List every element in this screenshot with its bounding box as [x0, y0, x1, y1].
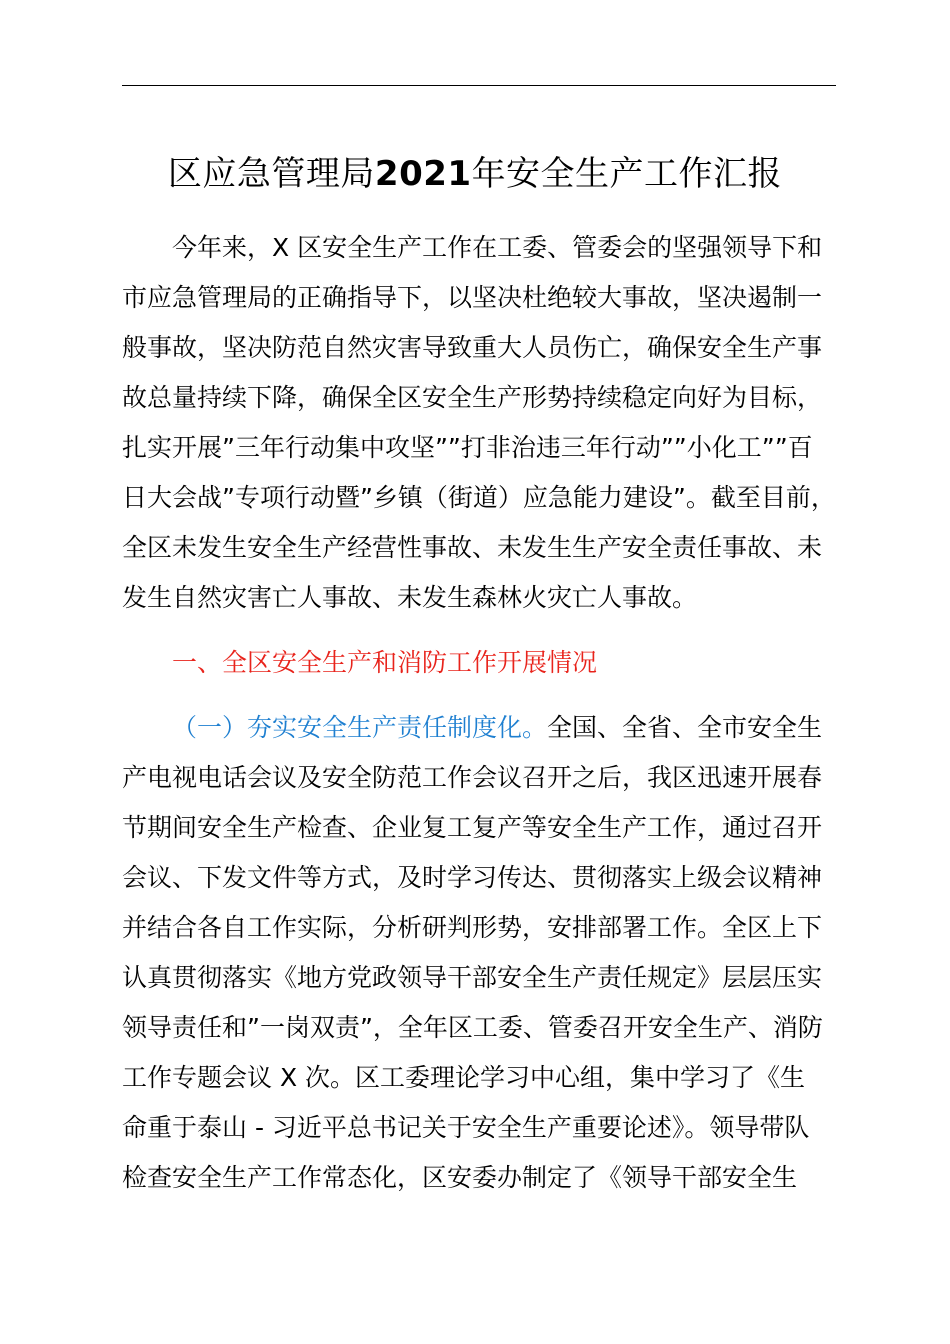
intro-line: 般事故，坚决防范自然灾害导致重大人员伤亡，确保安全生产事	[122, 333, 823, 362]
intro-line: 市应急管理局的正确指导下，以坚决杜绝较大事故，坚决遏制一	[122, 283, 823, 312]
intro-line: 发生自然灾害亡人事故、未发生森林火灾亡人事故。	[122, 583, 698, 612]
intro-line: 今年来，X 区安全生产工作在工委、管委会的坚强领导下和	[172, 233, 823, 262]
body-line: 会议、下发文件等方式，及时学习传达、贯彻落实上级会议精神	[122, 863, 823, 892]
body-line: 并结合各自工作实际，分析研判形势，安排部署工作。全区上下	[122, 913, 823, 942]
subsection-first-line-text: 全国、全省、全市安全生	[547, 713, 823, 742]
body-line: 产电视电话会议及安全防范工作会议召开之后，我区迅速开展春	[122, 763, 823, 792]
title-suffix: 年安全生产工作汇报	[471, 154, 783, 194]
body-line: 命重于泰山 - 习近平总书记关于安全生产重要论述》。领导带队	[122, 1113, 810, 1142]
body-line: 领导责任和”一岗双责”，全年区工委、管委召开安全生产、消防	[122, 1013, 823, 1042]
subsection-first-line	[172, 703, 822, 753]
body-line: 检查安全生产工作常态化，区安委办制定了《领导干部安全生	[122, 1163, 798, 1192]
intro-line: 故总量持续下降，确保全区安全生产形势持续稳定向好为目标，	[122, 383, 823, 412]
intro-line: 全区未发生安全生产经营性事故、未发生生产安全责任事故、未	[122, 533, 823, 562]
body-line: 节期间安全生产检查、企业复工复产等安全生产工作，通过召开	[122, 813, 823, 842]
subsection-heading: （一）夯实安全生产责任制度化。	[172, 713, 548, 742]
body-line: 工作专题会议 X 次。区工委理论学习中心组，集中学习了《生	[122, 1063, 806, 1092]
title-prefix: 区应急管理局	[167, 154, 375, 194]
header-rule	[122, 85, 836, 86]
intro-line: 扎实开展”三年行动集中攻坚””打非治违三年行动””小化工””百	[122, 433, 813, 462]
title-year: 2021	[374, 154, 472, 194]
document-title	[0, 148, 950, 200]
section-heading: 一、全区安全生产和消防工作开展情况	[172, 648, 598, 677]
body-line: 认真贯彻落实《地方党政领导干部安全生产责任规定》层层压实	[122, 963, 823, 992]
intro-line: 日大会战”专项行动暨”乡镇（街道）应急能力建设”。截至目前，	[122, 483, 836, 512]
